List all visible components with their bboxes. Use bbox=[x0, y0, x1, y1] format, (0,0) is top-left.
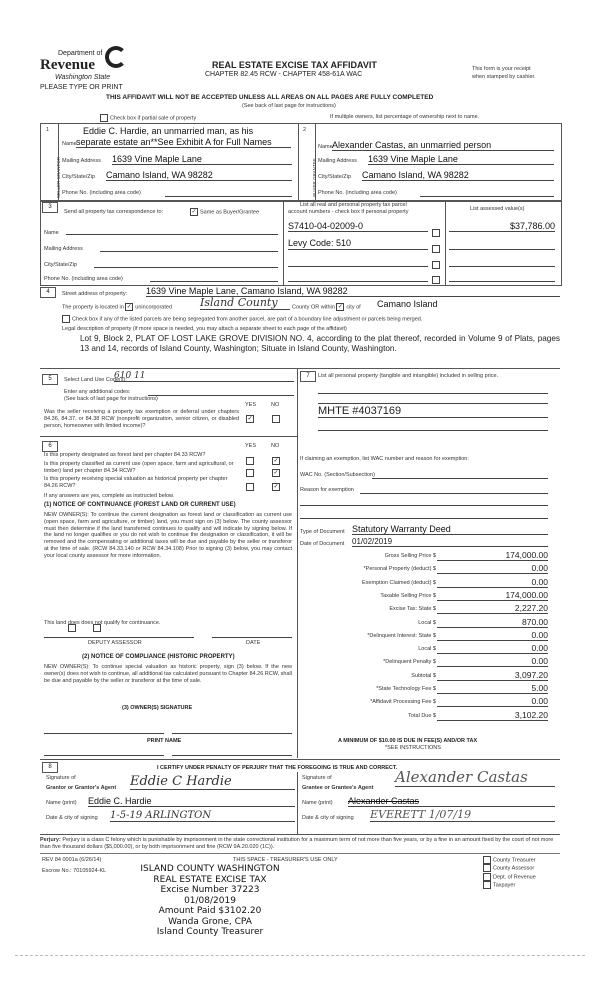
located-in-row: The property is located in ✓ unincorporated bbox=[62, 304, 172, 311]
amount-label: Exemption Claimed (deduct) $ bbox=[362, 579, 436, 586]
amount-value-field[interactable]: 0.00 bbox=[437, 563, 548, 574]
perjury-notice: Perjury: Perjury is a class C felony which is punishable by imprisonment in the state correctional institution for a maximum term of not more than five years, or by a fine in an amount fixed by the court of not more than five thousand dollars ($5,000.00), or by both imprisonment and fine (RCW 9A.20.020 (1C)). bbox=[40, 837, 554, 850]
grantee-name-field[interactable]: Alexander Castas bbox=[348, 796, 555, 807]
corr-name-field[interactable] bbox=[66, 234, 278, 235]
amount-label: Local $ bbox=[418, 646, 436, 653]
amount-label: Local $ bbox=[418, 619, 436, 626]
grantor-signature[interactable]: Eddie C Hardie bbox=[130, 774, 295, 790]
corr-city-field[interactable] bbox=[94, 267, 278, 268]
section-number: 3 bbox=[42, 202, 58, 213]
legal-description[interactable]: Lot 9, Block 2, PLAT OF LOST LAKE GROVE DIVISION NO. 4, according to the plat thereof, recorded in Volume 9 of Plats, pages 13 and 14, records of Island County, Washington; Situate in Island County, Washington. bbox=[80, 334, 560, 353]
section-number: 4 bbox=[40, 287, 56, 298]
amount-value-field[interactable]: 174,000.00 bbox=[437, 550, 548, 561]
grantor-name-field[interactable]: Eddie C. Hardie bbox=[88, 796, 295, 807]
multiple-owners-note: If multiple owners, list percentage of ownership next to name. bbox=[330, 114, 480, 120]
amount-value-field[interactable]: 2,227.20 bbox=[437, 603, 548, 614]
unincorporated-checkbox[interactable]: ✓ bbox=[126, 304, 132, 310]
revenue-logo-icon bbox=[105, 46, 127, 68]
continuance-line: This land does does not qualify for continuance. bbox=[44, 620, 161, 626]
section-number: 8 bbox=[42, 762, 58, 773]
historic-yes-checkbox[interactable] bbox=[246, 478, 256, 496]
owner-signature-label: (3) OWNER(S) SIGNATURE bbox=[122, 705, 193, 711]
buyer-city-field[interactable]: Camano Island, WA 98282 bbox=[362, 170, 554, 181]
county-or-within: County OR within ✓ city of bbox=[292, 304, 361, 311]
document-type-field[interactable]: Statutory Warranty Deed bbox=[352, 524, 548, 535]
divider bbox=[298, 123, 299, 201]
escrow-number: Escrow No.: 70105924-KL bbox=[42, 868, 107, 874]
receipt-note: This form is your receipt bbox=[472, 66, 531, 72]
parcel-number-field[interactable] bbox=[288, 255, 428, 267]
parcel-header: account numbers - check box if personal property bbox=[288, 209, 409, 215]
yes-header: YES bbox=[245, 443, 257, 449]
owner-signature-field[interactable] bbox=[44, 733, 164, 734]
partial-sale-checkbox[interactable]: Check box if partial sale of property bbox=[100, 114, 196, 122]
section-number: 6 bbox=[42, 441, 58, 452]
section-number: 1 bbox=[46, 127, 50, 133]
warning-text: THIS AFFIDAVIT WILL NOT BE ACCEPTED UNLESS ALL AREAS ON ALL PAGES ARE FULLY COMPLETED bbox=[106, 94, 434, 101]
stamp-line: Amount Paid $3102.20 bbox=[158, 906, 262, 916]
stamp-line: 01/08/2019 bbox=[184, 895, 236, 906]
field-label: Name (print) bbox=[302, 800, 333, 806]
assessed-value-field[interactable] bbox=[449, 255, 555, 267]
field-label: Phone No. (including area code) bbox=[62, 190, 141, 196]
cut-line bbox=[15, 955, 585, 956]
deputy-assessor-signature[interactable] bbox=[44, 637, 194, 638]
copy-checkbox[interactable]: County Treasurer bbox=[483, 856, 536, 864]
see-back-note: (See back of last page for instructions) bbox=[64, 396, 158, 402]
buyer-name-field[interactable]: Alexander Castas, an unmarried person bbox=[332, 140, 554, 151]
amount-value-field[interactable]: 3,102.20 bbox=[437, 710, 548, 721]
seller-address-field[interactable]: 1639 Vine Maple Lane bbox=[112, 154, 292, 165]
copy-checkbox[interactable]: County Assessor bbox=[483, 864, 536, 872]
print-name-field[interactable] bbox=[44, 755, 164, 756]
notice-compliance-text: NEW OWNER(S): To continue special valuation as historic property, sign (3) below. If the new owner(s) does not wish to continue, all additional tax calculated pursuant to Chapter 84.26 RCW, shall be due and payable by the seller or transferor at the time of sale. bbox=[44, 664, 292, 684]
seller-side-label: SELLER GRANTOR bbox=[55, 157, 61, 198]
washington-state-label: Washington State bbox=[55, 74, 111, 81]
field-label: Select Land Use Code(s): bbox=[64, 377, 127, 383]
seller-phone-field[interactable] bbox=[165, 196, 292, 197]
stamp-line: Wanda Grone, CPA bbox=[168, 916, 252, 927]
field-label: Name bbox=[44, 230, 59, 236]
print-name-label: PRINT NAME bbox=[147, 738, 182, 744]
field-label: City/State/Zip bbox=[318, 174, 352, 180]
field-label: Type of Document bbox=[300, 529, 345, 535]
city-field[interactable]: Camano Island bbox=[377, 299, 438, 309]
buyer-address-field[interactable]: 1639 Vine Maple Lane bbox=[368, 154, 554, 165]
form-chapter: CHAPTER 82.45 RCW - CHAPTER 458-61A WAC bbox=[205, 71, 363, 78]
city-checkbox[interactable]: ✓ bbox=[337, 304, 343, 310]
section-number: 5 bbox=[42, 374, 58, 385]
field-label: Date of Document bbox=[300, 541, 345, 547]
certify-statement: I CERTIFY UNDER PENALTY OF PERJURY THAT THE FOREGOING IS TRUE AND CORRECT. bbox=[157, 765, 398, 771]
land-use-code-field[interactable]: 610 11 bbox=[114, 371, 294, 382]
assessed-value-field[interactable]: $37,786.00 bbox=[449, 221, 555, 232]
dept-of-label: Department of bbox=[58, 50, 103, 57]
amount-value-field[interactable]: 0.00 bbox=[437, 577, 548, 588]
exemption-question: Was the seller receiving a property tax exemption or deferral under chapters 84.36, 84.37, or 84.38 RCW (nonprofit organization, senior citizen, or disabled person, homeowner with limited income)? bbox=[44, 409, 239, 429]
wac-number-field[interactable] bbox=[372, 478, 548, 479]
field-label: Name bbox=[62, 141, 77, 147]
grantee-date-city-field[interactable]: EVERETT 1/07/19 bbox=[370, 808, 555, 822]
amount-value-field[interactable]: 174,000.00 bbox=[437, 590, 548, 601]
field-label: Date & city of signing bbox=[302, 815, 354, 821]
exemption-yes-checkbox[interactable]: ✓ bbox=[247, 415, 253, 422]
same-as-buyer-checkbox[interactable]: ✓ Same as Buyer/Grantee bbox=[191, 209, 260, 216]
deputy-assessor-label: DEPUTY ASSESSOR bbox=[88, 640, 142, 646]
notice-compliance-title: (2) NOTICE OF COMPLIANCE (HISTORIC PROPERTY) bbox=[82, 654, 235, 660]
current-use-question: Is this property classified as current use (open space, farm and agricultural, or timber) land per chapter 84.34 RCW? bbox=[44, 461, 234, 474]
field-label: Phone No. (including area code) bbox=[318, 190, 397, 196]
property-street-field[interactable]: 1639 Vine Maple Lane, Camano Island, WA 98282 bbox=[146, 286, 560, 297]
see-back-note: (See back of last page for instructions) bbox=[242, 103, 336, 109]
grantee-signature[interactable]: Alexander Castas bbox=[395, 768, 555, 787]
stamp-line: Island County Treasurer bbox=[156, 927, 264, 937]
amount-value-field[interactable]: 0.00 bbox=[437, 656, 548, 667]
amount-label: *Affidavit Processing Fee $ bbox=[370, 699, 436, 706]
parcel-number-field[interactable]: Levy Code: 510 bbox=[288, 238, 428, 250]
additional-codes-field[interactable] bbox=[148, 395, 294, 396]
revision-label: REV 84 0001a (6/26/14) bbox=[42, 857, 102, 863]
segregated-checkbox[interactable]: Check box if any of the listed parcels are being segregated from another parcel, are part of a boundary line adjustment or parcels being merged. bbox=[62, 315, 422, 323]
field-label: Enter any additional codes: bbox=[64, 389, 131, 395]
field-label: City/State/Zip bbox=[44, 262, 78, 268]
buyer-side-label: BUYER GRANTEE bbox=[311, 158, 317, 197]
notice-continuance-text: NEW OWNER(S): To continue the current designation as forest land or classification as current use (open space, farm and agriculture, or timber) land, you must sign on (3) below. The county assessor must then determine if the land transferred continues to qualify and will indicate by signing below. If the land no longer qualifies or you do not wish to continue the designation or classification, it will be removed and the compensating or additional taxes will be due and payable by the seller or transferor at the time of sale. (RCW 84.33.140 or RCW 84.34.108) Prior to signing (3) below, you may contact your local county assessor for more information. bbox=[44, 512, 292, 559]
parcel-number-field[interactable]: S7410-04-02009-0 bbox=[288, 221, 428, 232]
current-use-no-checkbox[interactable]: ✓ bbox=[273, 469, 279, 476]
please-type-label: PLEASE TYPE OR PRINT bbox=[40, 84, 123, 91]
field-label: Name (print) bbox=[46, 800, 77, 806]
amount-value-field[interactable]: 5.00 bbox=[437, 683, 548, 694]
assessed-header: List assessed value(s) bbox=[470, 206, 525, 212]
personal-property-label: List all personal property (tangible and intangible) included in selling price. bbox=[318, 373, 499, 379]
forest-no-checkbox[interactable]: ✓ bbox=[273, 457, 279, 464]
forest-land-question: Is this property designated as forest land per chapter 84.33 RCW? bbox=[44, 452, 206, 458]
historic-no-checkbox[interactable]: ✓ bbox=[273, 483, 279, 490]
amount-label: Total Due $ bbox=[408, 712, 436, 719]
legal-label: Legal description of property (if more space is needed, you may attach a separate sheet to each page of the affidavit) bbox=[62, 326, 347, 332]
field-label: Signature of bbox=[302, 775, 332, 781]
buyer-phone-field[interactable] bbox=[420, 196, 554, 197]
corr-phone-field[interactable] bbox=[150, 281, 278, 282]
stamp-line: Excise Number 37223 bbox=[160, 885, 260, 895]
exemption-reason-field[interactable] bbox=[360, 493, 548, 494]
copy-checkbox[interactable]: Dept. of Revenue bbox=[483, 873, 536, 881]
no-header: NO bbox=[271, 443, 280, 449]
field-label: City/State/Zip bbox=[62, 174, 96, 180]
historic-question: Is this property receiving special valuation as historical property per chapter 84.26 RCW? bbox=[44, 476, 228, 489]
no-header: NO bbox=[271, 402, 280, 408]
revenue-logo-text: Revenue bbox=[40, 57, 95, 73]
does-not-qualify-checkbox[interactable] bbox=[93, 619, 103, 637]
exemption-no-checkbox[interactable] bbox=[272, 410, 282, 428]
see-instructions-note: *SEE INSTRUCTIONS bbox=[385, 745, 441, 751]
amount-label: *Delinquent Interest: State $ bbox=[367, 632, 436, 639]
stamp-line: REAL ESTATE EXCISE TAX bbox=[153, 874, 267, 885]
receipt-note: when stamped by cashier. bbox=[472, 74, 536, 80]
amount-label: Excise Tax: State $ bbox=[389, 606, 436, 613]
amount-label: *Delinquent Penalty $ bbox=[383, 659, 436, 666]
seller-city-field[interactable]: Camano Island, WA 98282 bbox=[106, 170, 292, 181]
exemption-label: If claiming an exemption, list WAC number and reason for exemption: bbox=[300, 456, 469, 462]
field-label: Phone No. (including area code) bbox=[44, 276, 123, 282]
notice-continuance-title: (1) NOTICE OF CONTINUANCE (FOREST LAND OR CURRENT USE) bbox=[44, 502, 236, 508]
amount-value-field[interactable]: 3,097.20 bbox=[437, 670, 548, 681]
amount-value-field[interactable]: 0.00 bbox=[437, 643, 548, 654]
copy-distribution bbox=[483, 856, 536, 890]
field-label: Name bbox=[318, 144, 333, 150]
parcel-number-field[interactable] bbox=[288, 270, 428, 282]
field-label: Grantor or Grantor's Agent bbox=[46, 785, 117, 791]
treasurer-use-label: THIS SPACE - TREASURER'S USE ONLY bbox=[233, 857, 338, 863]
yes-header: YES bbox=[245, 402, 257, 408]
field-label: Signature of bbox=[46, 775, 76, 781]
county-field[interactable]: Island County bbox=[200, 296, 290, 310]
assessed-value-field[interactable] bbox=[449, 270, 555, 282]
amount-value-field[interactable]: 870.00 bbox=[437, 617, 548, 628]
assessor-date-field[interactable] bbox=[212, 637, 292, 638]
does-qualify-checkbox[interactable] bbox=[68, 619, 78, 637]
amount-label: *State Technology Fee $ bbox=[376, 686, 436, 692]
amount-label: Subtotal $ bbox=[411, 672, 436, 679]
section-number: 2 bbox=[303, 127, 307, 133]
owner-signature-field[interactable] bbox=[172, 733, 292, 734]
section-number: 7 bbox=[300, 371, 316, 382]
treasurer-stamp bbox=[135, 864, 285, 938]
print-name-field[interactable] bbox=[172, 755, 292, 756]
field-label: WAC No. (Section/Subsection) bbox=[300, 472, 375, 478]
amount-value-field[interactable]: 0.00 bbox=[437, 696, 548, 707]
seller-name-field[interactable]: separate estate an**See Exhibit A for Full Names bbox=[76, 137, 291, 148]
amount-label: Gross Selling Price $ bbox=[384, 553, 436, 559]
date-label: DATE bbox=[246, 640, 261, 646]
personal-property-field[interactable]: MHTE #4037169 bbox=[318, 405, 548, 418]
field-label: Street address of property: bbox=[62, 291, 128, 297]
amount-label: *Personal Property (deduct) $ bbox=[363, 566, 436, 573]
minimum-due-note: A MINIMUM OF $10.00 IS DUE IN FEE(S) AND/OR TAX bbox=[338, 738, 478, 744]
seller-name-line1[interactable]: Eddie C. Hardie, an unmarried man, as his bbox=[83, 126, 254, 136]
copy-checkbox[interactable]: Taxpayer bbox=[483, 881, 536, 889]
corr-address-field[interactable] bbox=[100, 251, 278, 252]
form-title: REAL ESTATE EXCISE TAX AFFIDAVIT bbox=[212, 60, 377, 70]
grantor-date-city-field[interactable]: 1-5-19 ARLINGTON bbox=[110, 810, 295, 822]
stamp-line: ISLAND COUNTY WASHINGTON bbox=[140, 864, 280, 874]
field-label: Date & city of signing bbox=[46, 815, 98, 821]
field-label: Reason for exemption bbox=[300, 487, 354, 493]
field-label: Mailing Address bbox=[44, 246, 83, 252]
field-label: Mailing Address bbox=[62, 158, 101, 164]
field-label: Grantee or Grantee's Agent bbox=[302, 785, 374, 791]
amount-label: Taxable Selling Price $ bbox=[380, 592, 436, 599]
if-yes-note: If any answers are yes, complete as instructed below. bbox=[44, 493, 175, 499]
field-label: Mailing Address bbox=[318, 158, 357, 164]
parcel-header: List all real and personal property tax parcel bbox=[300, 202, 407, 208]
assessed-value-field[interactable] bbox=[449, 238, 555, 250]
amount-value-field[interactable]: 0.00 bbox=[437, 630, 548, 641]
document-date-field[interactable]: 01/02/2019 bbox=[352, 537, 548, 547]
send-correspondence-label: Send all property tax correspondence to: bbox=[64, 209, 164, 215]
